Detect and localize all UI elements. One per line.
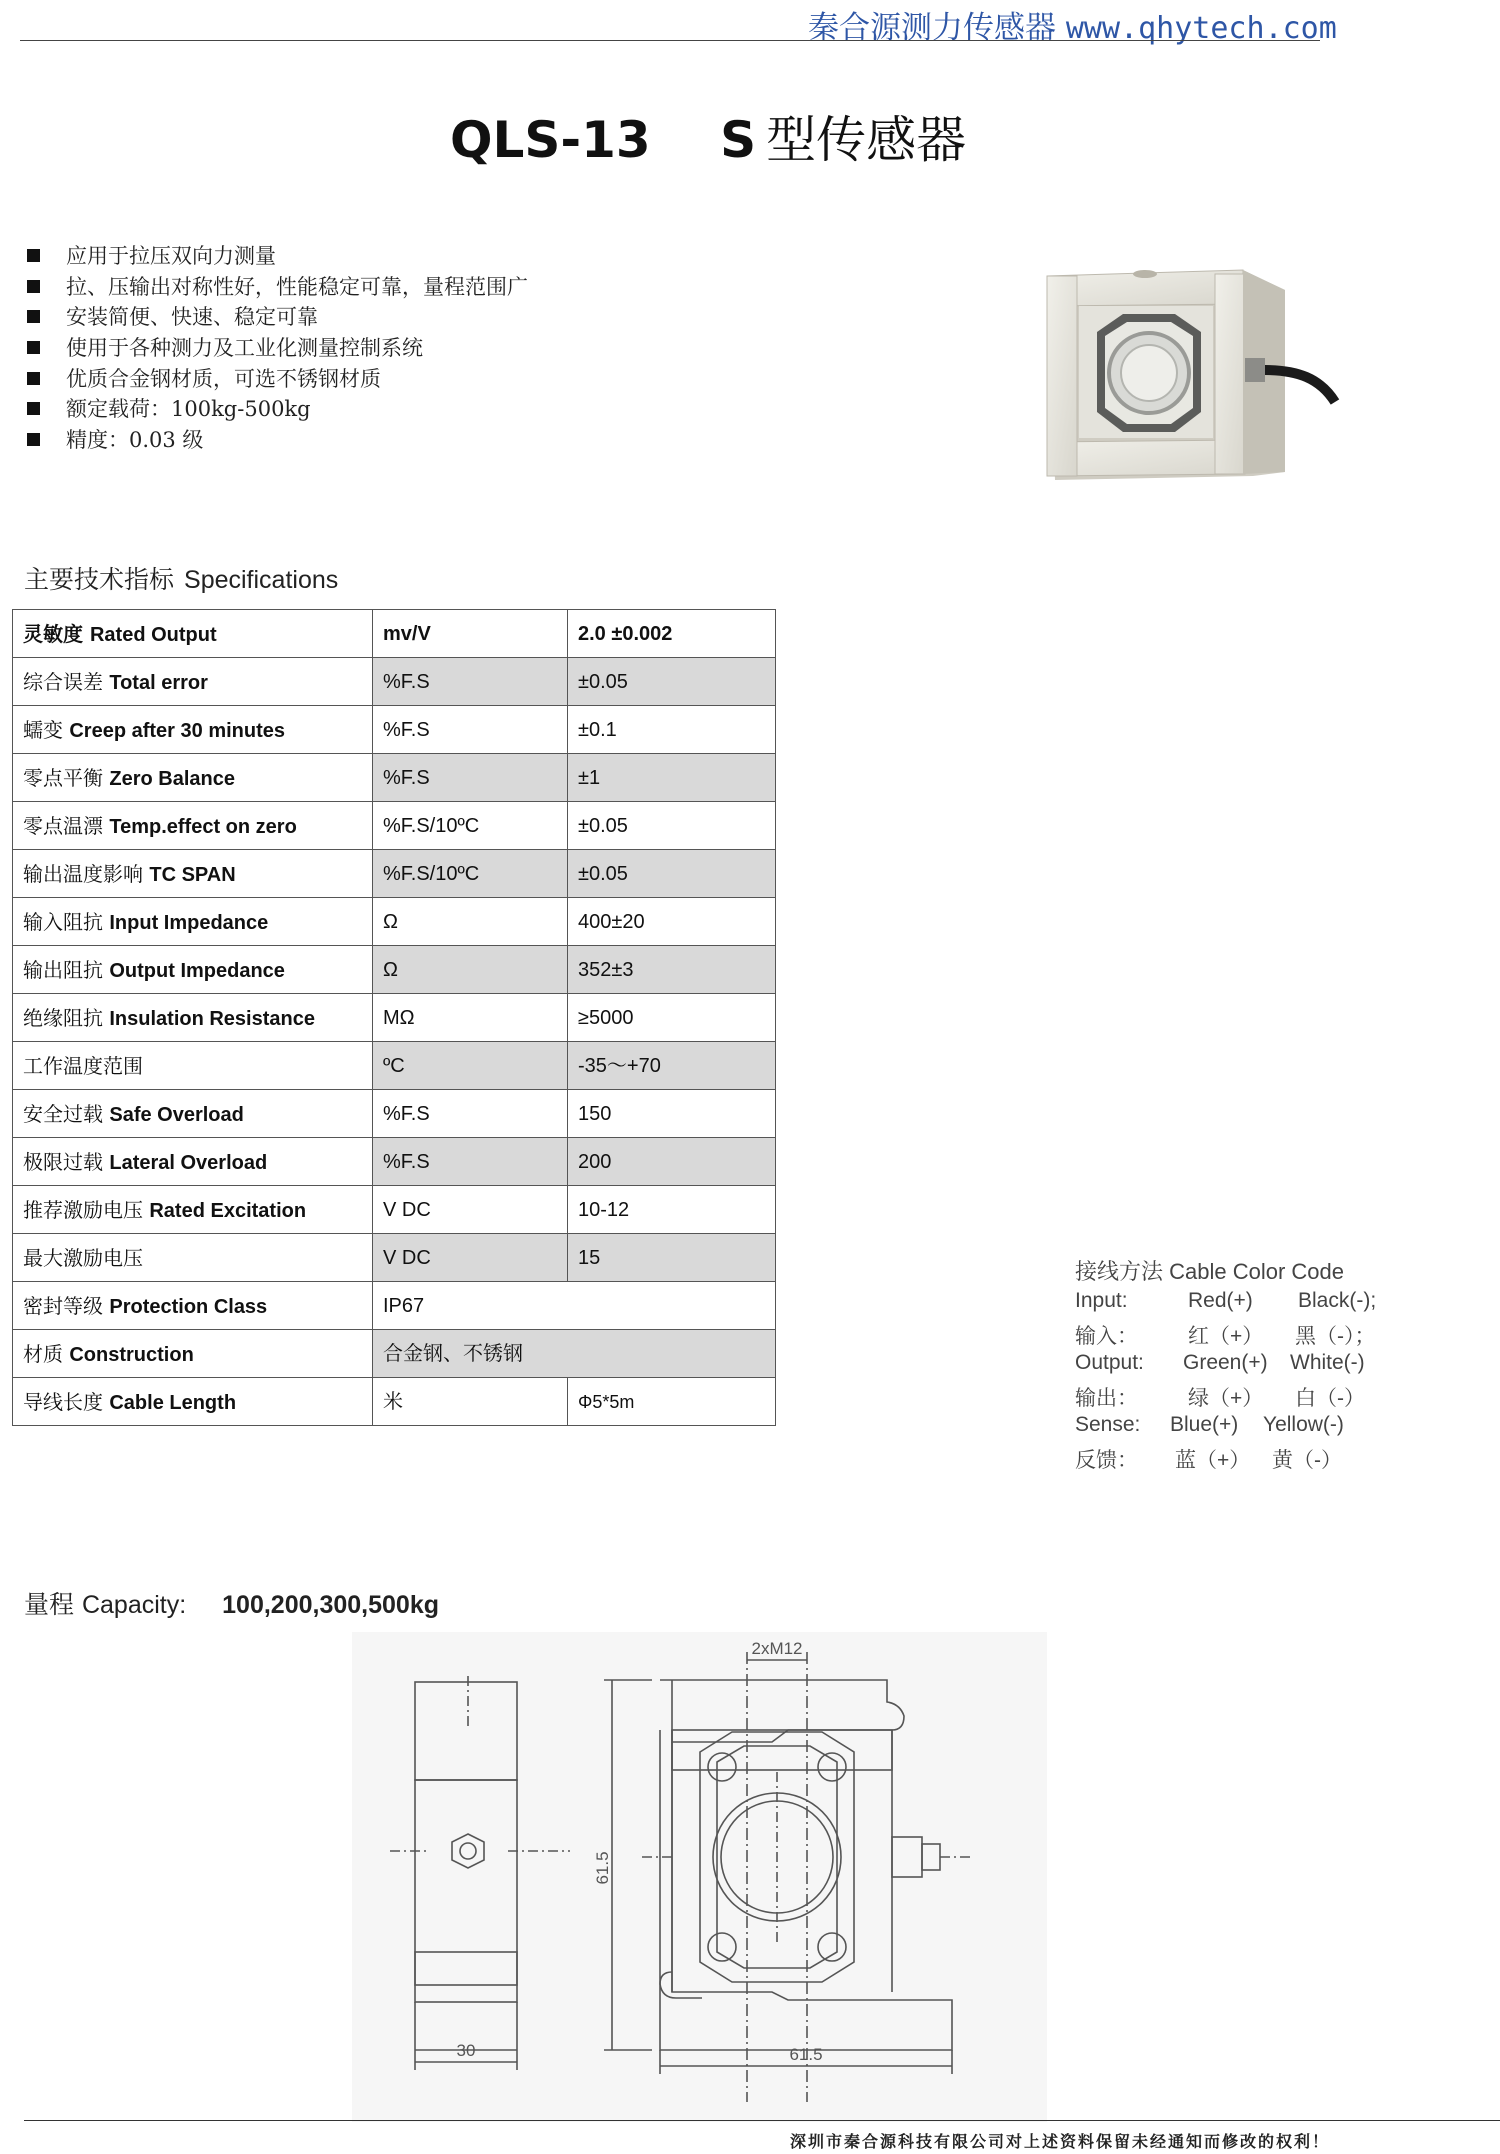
spec-parameter: 工作温度范围	[13, 1042, 373, 1090]
feature-list	[24, 241, 528, 456]
spec-unit: 合金钢、不锈钢	[373, 1330, 776, 1378]
spec-parameter: 导线长度 Cable Length	[13, 1378, 373, 1426]
spec-value: ±0.05	[568, 658, 776, 706]
spec-unit: 米	[373, 1378, 568, 1426]
spec-parameter: 输入阻抗 Input Impedance	[13, 898, 373, 946]
spec-row	[13, 1090, 776, 1138]
spec-parameter: 输出温度影响 TC SPAN	[13, 850, 373, 898]
thread-label: 2xM12	[751, 1639, 803, 1658]
spec-parameter: 零点温漂 Temp.effect on zero	[13, 802, 373, 850]
spec-row	[13, 1042, 776, 1090]
spec-row	[13, 658, 776, 706]
title-model: QLS-13	[450, 111, 651, 169]
bullet-square-icon	[27, 372, 40, 385]
feature-item: 精度：0.03 级	[24, 425, 528, 456]
header-url[interactable]: www.qhytech.com	[1065, 11, 1337, 46]
spec-value: 200	[568, 1138, 776, 1186]
spec-value: ≥5000	[568, 994, 776, 1042]
spec-unit: MΩ	[373, 994, 568, 1042]
header-company: 秦合源测力传感器	[808, 10, 1056, 46]
page-title	[450, 100, 966, 172]
product-photo	[1035, 262, 1340, 487]
cable-row: 反馈： 蓝（+） 黄（-）	[1075, 1449, 1342, 1472]
feature-item: 优质合金钢材质，可选不锈钢材质	[24, 364, 528, 395]
footer-divider	[24, 2120, 1500, 2121]
cable-row: 输出： 绿（+） 白（-）	[1075, 1387, 1365, 1410]
spec-parameter: 绝缘阻抗 Insulation Resistance	[13, 994, 373, 1042]
spec-row	[13, 1330, 776, 1378]
spec-row	[13, 1282, 776, 1330]
spec-value: -35～+70	[568, 1042, 776, 1090]
spec-parameter: 灵敏度 Rated Output	[13, 610, 373, 658]
bullet-square-icon	[27, 249, 40, 262]
cable-row: Sense: Blue(+) Yellow(-)	[1075, 1413, 1344, 1436]
spec-value: 400±20	[568, 898, 776, 946]
cable-heading: 接线方法 Cable Color Code	[1075, 1259, 1344, 1284]
spec-row	[13, 706, 776, 754]
spec-unit: Ω	[373, 898, 568, 946]
front-width-dimension-label: 61.5	[789, 2045, 823, 2064]
bullet-square-icon	[27, 402, 40, 415]
spec-row	[13, 1234, 776, 1282]
bullet-square-icon	[27, 280, 40, 293]
spec-unit: IP67	[373, 1282, 776, 1330]
side-width-dimension-label: 30	[456, 2041, 476, 2060]
spec-parameter: 零点平衡 Zero Balance	[13, 754, 373, 802]
spec-row	[13, 946, 776, 994]
spec-unit: %F.S/10ºC	[373, 850, 568, 898]
spec-value: 150	[568, 1090, 776, 1138]
spec-heading: 主要技术指标 Specifications	[24, 565, 339, 594]
spec-value: ±0.05	[568, 850, 776, 898]
spec-parameter: 极限过载 Lateral Overload	[13, 1138, 373, 1186]
spec-parameter: 密封等级 Protection Class	[13, 1282, 373, 1330]
spec-parameter: 综合误差 Total error	[13, 658, 373, 706]
feature-item: 应用于拉压双向力测量	[24, 241, 528, 272]
spec-unit: mv/V	[373, 610, 568, 658]
feature-item: 拉、压输出对称性好，性能稳定可靠，量程范围广	[24, 272, 528, 303]
spec-parameter: 安全过载 Safe Overload	[13, 1090, 373, 1138]
capacity-value: 100,200,300,500kg	[222, 1591, 439, 1619]
spec-value: 2.0 ±0.002	[568, 610, 776, 658]
spec-unit: V DC	[373, 1186, 568, 1234]
spec-unit: %F.S	[373, 706, 568, 754]
spec-unit: %F.S/10ºC	[373, 802, 568, 850]
spec-value: ±0.05	[568, 802, 776, 850]
spec-value: ±0.1	[568, 706, 776, 754]
spec-unit: Ω	[373, 946, 568, 994]
spec-unit: ºC	[373, 1042, 568, 1090]
header-divider	[20, 40, 1320, 41]
spec-row	[13, 1138, 776, 1186]
spec-table	[12, 609, 776, 1426]
dimension-drawing	[352, 1632, 1047, 2122]
spec-parameter: 推荐激励电压 Rated Excitation	[13, 1186, 373, 1234]
bullet-square-icon	[27, 341, 40, 354]
height-dimension-label: 61.5	[593, 1851, 612, 1885]
spec-row	[13, 1378, 776, 1426]
spec-value: Φ5*5m	[568, 1378, 776, 1426]
spec-unit: %F.S	[373, 1138, 568, 1186]
spec-unit: %F.S	[373, 658, 568, 706]
spec-row	[13, 802, 776, 850]
spec-parameter: 材质 Construction	[13, 1330, 373, 1378]
cable-row: 输入： 红（+） 黑（-）；	[1075, 1325, 1376, 1348]
title-prefix: S	[720, 111, 757, 169]
feature-item: 额定载荷：100kg-500kg	[24, 394, 528, 425]
spec-value: 15	[568, 1234, 776, 1282]
cable-color-code	[1075, 1255, 1377, 1475]
spec-row	[13, 994, 776, 1042]
cable-row: Output: Green(+) White(-)	[1075, 1351, 1365, 1374]
spec-parameter: 输出阻抗 Output Impedance	[13, 946, 373, 994]
feature-item: 安装简便、快速、稳定可靠	[24, 302, 528, 333]
spec-unit: %F.S	[373, 754, 568, 802]
bullet-square-icon	[27, 433, 40, 446]
footer-notice: 深圳市秦合源科技有限公司对上述资料保留未经通知而修改的权利！	[790, 2132, 1331, 2151]
cable-row: Input: Red(+) Black(-);	[1075, 1289, 1377, 1312]
spec-row	[13, 610, 776, 658]
spec-row	[13, 754, 776, 802]
bullet-square-icon	[27, 310, 40, 323]
spec-parameter: 最大激励电压	[13, 1234, 373, 1282]
spec-row	[13, 898, 776, 946]
spec-parameter: 蠕变 Creep after 30 minutes	[13, 706, 373, 754]
spec-unit: V DC	[373, 1234, 568, 1282]
spec-unit: %F.S	[373, 1090, 568, 1138]
spec-value: 352±3	[568, 946, 776, 994]
feature-item: 使用于各种测力及工业化测量控制系统	[24, 333, 528, 364]
spec-value: ±1	[568, 754, 776, 802]
capacity-line: 量程 Capacity: 100,200,300,500kg	[24, 1590, 439, 1619]
spec-row	[13, 850, 776, 898]
spec-row	[13, 1186, 776, 1234]
spec-value: 10-12	[568, 1186, 776, 1234]
title-name: 型传感器	[766, 111, 967, 169]
